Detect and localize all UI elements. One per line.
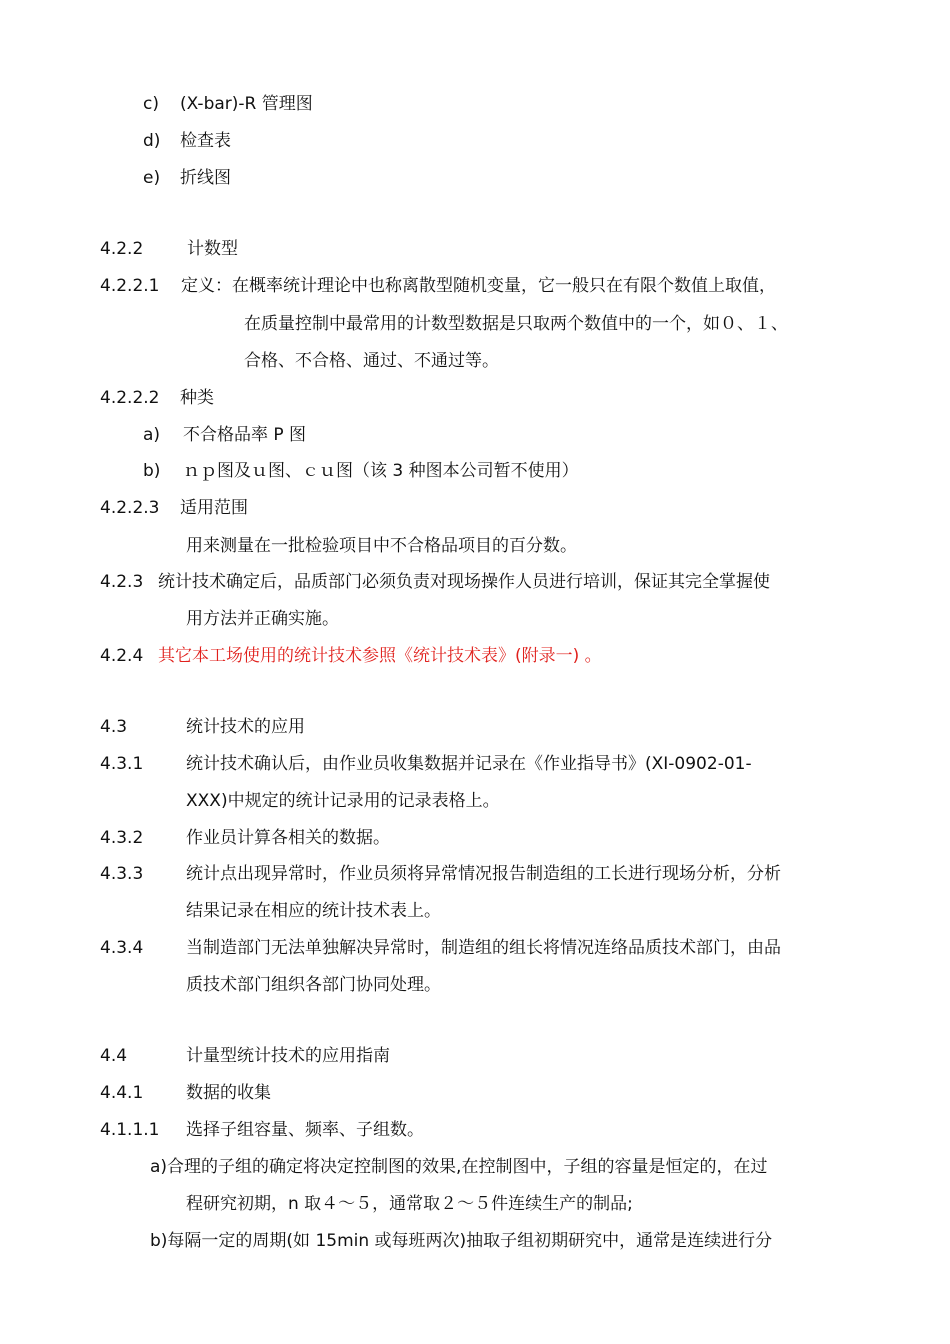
section-number: 4.2.2.3 bbox=[100, 498, 160, 518]
paragraph-line: 作业员计算各相关的数据。 bbox=[186, 828, 390, 848]
section-title: 统计技术的应用 bbox=[186, 717, 305, 737]
section-title: 适用范围 bbox=[180, 498, 248, 518]
section-4-4-1-heading bbox=[100, 1081, 271, 1105]
section-4-4-heading bbox=[100, 1044, 390, 1068]
list-text: 折线图 bbox=[180, 168, 231, 188]
list-item-a bbox=[143, 423, 306, 447]
list-item-d bbox=[143, 129, 231, 153]
list-text: ｎｐ图及ｕ图、ｃｕ图（该 3 种图本公司暂不使用） bbox=[183, 461, 579, 481]
section-title: 选择子组容量、频率、子组数。 bbox=[186, 1120, 424, 1140]
section-4-2-2-1 bbox=[100, 274, 776, 298]
section-title: 计数型 bbox=[187, 239, 238, 259]
section-4-2-3 bbox=[100, 570, 770, 594]
section-number: 4.2.2 bbox=[100, 239, 144, 259]
section-number: 4.2.3 bbox=[100, 572, 144, 592]
section-number: 4.3.3 bbox=[100, 864, 144, 884]
paragraph-line: 结果记录在相应的统计技术表上。 bbox=[186, 901, 441, 921]
highlight-text: 其它本工场使用的统计技术参照《统计技术表》(附录一) 。 bbox=[158, 646, 602, 666]
section-4-2-2-3-heading bbox=[100, 496, 248, 520]
list-item-b bbox=[143, 459, 579, 483]
paragraph-line: 合格、不合格、通过、不通过等。 bbox=[244, 351, 499, 371]
section-number: 4.2.4 bbox=[100, 646, 144, 666]
section-4-3-heading bbox=[100, 715, 305, 739]
paragraph-line: 用方法并正确实施。 bbox=[186, 609, 339, 629]
paragraph-line: 在质量控制中最常用的计数型数据是只取两个数值中的一个，如０、１、 bbox=[244, 314, 788, 334]
paragraph-line: 统计技术确认后，由作业员收集数据并记录在《作业指导书》(XI-0902-01- bbox=[186, 754, 752, 774]
list-text: 不合格品率 P 图 bbox=[183, 425, 307, 445]
paragraph-line: 定义：在概率统计理论中也称离散型随机变量，它一般只在有限个数值上取值， bbox=[181, 276, 776, 296]
section-title: 数据的收集 bbox=[186, 1083, 271, 1103]
paragraph-line: 统计技术确定后，品质部门必须负责对现场操作人员进行培训，保证其完全掌握使 bbox=[158, 572, 770, 592]
paragraph-line: 当制造部门无法单独解决异常时，制造组的组长将情况连络品质技术部门，由品 bbox=[186, 938, 781, 958]
section-number: 4.3 bbox=[100, 717, 128, 737]
section-4-2-2-2-heading bbox=[100, 386, 214, 410]
section-4-2-4 bbox=[100, 644, 602, 668]
paragraph-line: 质技术部门组织各部门协同处理。 bbox=[186, 975, 441, 995]
section-number: 4.4.1 bbox=[100, 1083, 144, 1103]
list-text: 检查表 bbox=[180, 131, 231, 151]
paragraph-line: 程研究初期，n 取４～５，通常取２～５件连续生产的制品; bbox=[186, 1194, 633, 1214]
section-number: 4.3.1 bbox=[100, 754, 144, 774]
list-label: b) bbox=[143, 461, 161, 481]
section-title: 种类 bbox=[180, 388, 214, 408]
list-label: a) bbox=[143, 425, 161, 445]
section-number: 4.2.2.2 bbox=[100, 388, 160, 408]
section-4-3-3 bbox=[100, 862, 781, 886]
list-label: e) bbox=[143, 168, 161, 188]
section-title: 计量型统计技术的应用指南 bbox=[186, 1046, 390, 1066]
paragraph-line: XXX)中规定的统计记录用的记录表格上。 bbox=[186, 791, 500, 811]
section-number: 4.1.1.1 bbox=[100, 1120, 160, 1140]
paragraph-line: 统计点出现异常时，作业员须将异常情况报告制造组的工长进行现场分析，分析 bbox=[186, 864, 781, 884]
section-4-2-2-heading bbox=[100, 237, 238, 261]
section-number: 4.4 bbox=[100, 1046, 128, 1066]
paragraph-line: b)每隔一定的周期(如 15min 或每班两次)抽取子组初期研究中，通常是连续进行分 bbox=[150, 1231, 773, 1251]
list-text: (X-bar)-R 管理图 bbox=[180, 94, 313, 114]
paragraph-line: 用来测量在一批检验项目中不合格品项目的百分数。 bbox=[186, 536, 577, 556]
list-label: c) bbox=[143, 94, 159, 114]
section-number: 4.3.2 bbox=[100, 828, 144, 848]
list-item-c bbox=[143, 92, 313, 116]
section-4-3-4 bbox=[100, 936, 781, 960]
section-number: 4.3.4 bbox=[100, 938, 144, 958]
list-label: d) bbox=[143, 131, 161, 151]
list-item-e bbox=[143, 166, 231, 190]
section-4-3-1 bbox=[100, 752, 752, 776]
section-4-1-1-1-heading bbox=[100, 1118, 424, 1142]
section-number: 4.2.2.1 bbox=[100, 276, 160, 296]
paragraph-line: a)合理的子组的确定将决定控制图的效果,在控制图中，子组的容量是恒定的，在过 bbox=[150, 1157, 768, 1177]
section-4-3-2 bbox=[100, 826, 390, 850]
